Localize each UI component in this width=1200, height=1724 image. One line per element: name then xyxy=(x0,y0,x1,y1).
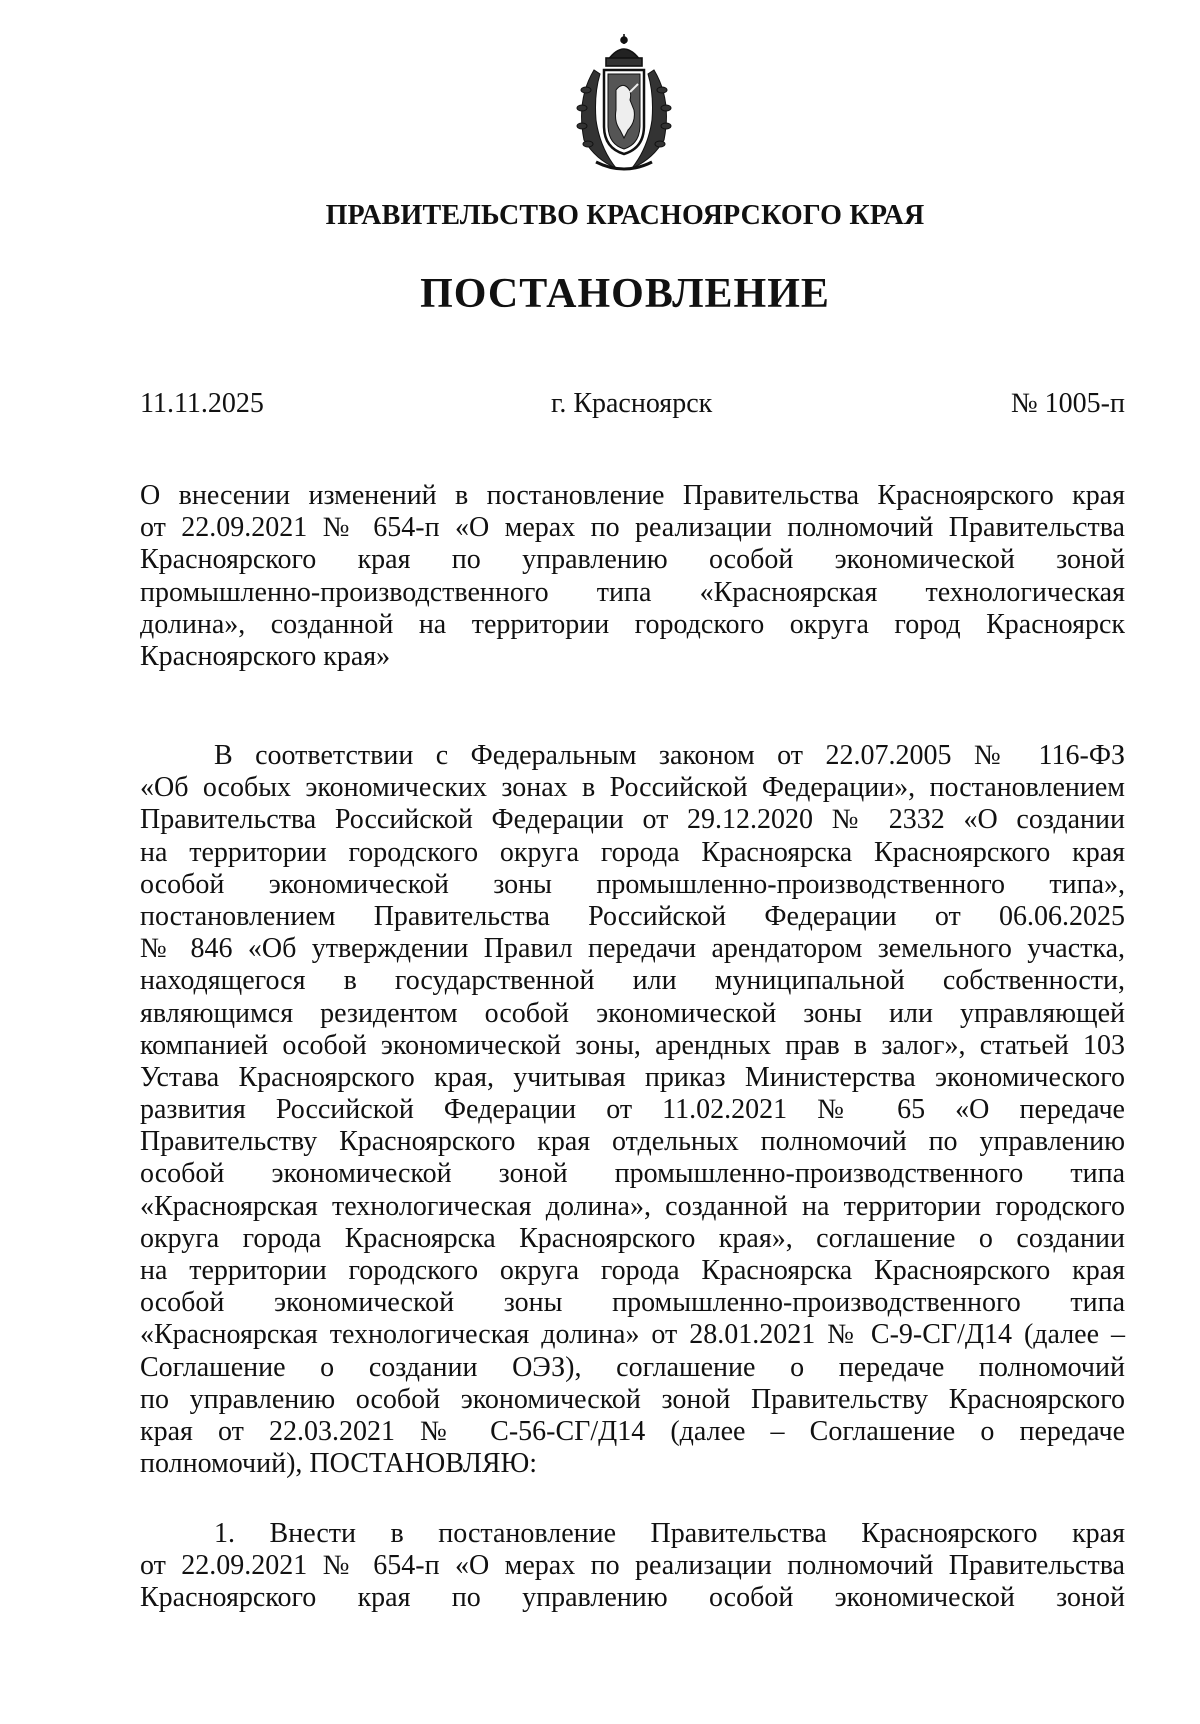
document-meta-row xyxy=(140,388,1125,424)
subject-line: промышленно-производственного типа «Красноярская технологическая xyxy=(140,576,1125,608)
clause-1 xyxy=(140,1518,1125,1615)
body-line: на территории городского округа города Красноярска Красноярского края xyxy=(140,1255,1125,1286)
body-line: компанией особой экономической зоны, арендных прав в залог», статьей 103 xyxy=(140,1029,1125,1061)
document-date: 11.11.2025 xyxy=(140,388,264,419)
body-line: Соглашение о создании ОЭЗ), соглашение о передаче полномочий xyxy=(140,1351,1125,1383)
subject-line: О внесении изменений в постановление Правительства Красноярского края xyxy=(140,480,1125,511)
body-line: развития Российской Федерации от 11.02.2021 № 65 «О передаче xyxy=(140,1094,1125,1126)
krasnoyarsk-coat-of-arms-icon xyxy=(566,30,682,175)
subject-line: Красноярского края» xyxy=(140,640,391,672)
government-title: ПРАВИТЕЛЬСТВО КРАСНОЯРСКОГО КРАЯ xyxy=(325,200,925,231)
body-line: Правительства Российской Федерации от 29.12.2020 № 2332 «О создании xyxy=(140,804,1125,836)
body-line: являющимся резидентом особой экономической зоны или управляющей xyxy=(140,997,1125,1029)
body-line: находящегося в государственной или муниципальной собственности, xyxy=(140,965,1125,997)
document-subject xyxy=(140,480,1125,673)
subject-line: долина», созданной на территории городского округа город Красноярск xyxy=(140,608,1125,640)
clause-line: Красноярского края по управлению особой экономической зоной xyxy=(140,1582,1125,1614)
body-line: В соответствии с Федеральным законом от 22.07.2005 № 116-ФЗ xyxy=(214,740,1125,771)
preamble-paragraph xyxy=(140,740,1125,1480)
clause-line: 1. Внести в постановление Правительства Красноярского края xyxy=(214,1518,1125,1549)
body-line: особой экономической зоной промышленно-производственного типа xyxy=(140,1158,1125,1190)
subject-line: Красноярского края по управлению особой экономической зоной xyxy=(140,544,1125,576)
body-line: особой экономической зоны промышленно-производственного типа xyxy=(140,1287,1125,1319)
clause-line: от 22.09.2021 № 654-п «О мерах по реализации полномочий Правительства xyxy=(140,1550,1125,1582)
body-line: округа города Красноярска Красноярского края», соглашение о создании xyxy=(140,1222,1125,1254)
body-line: по управлению особой экономической зоной Правительству Красноярского xyxy=(140,1383,1125,1415)
body-line: «Об особых экономических зонах в Российской Федерации», постановлением xyxy=(140,772,1125,804)
body-line: Правительству Красноярского края отдельных полномочий по управлению xyxy=(140,1126,1125,1158)
body-line: края от 22.03.2021 № С-56-СГ/Д14 (далее – Соглашение о передаче xyxy=(140,1415,1125,1447)
document-type-title: ПОСТАНОВЛЕНИЕ xyxy=(420,271,830,317)
body-line: постановлением Правительства Российской Федерации от 06.06.2025 xyxy=(140,900,1125,932)
body-line: полномочий), ПОСТАНОВЛЯЮ: xyxy=(140,1448,538,1480)
subject-line: от 22.09.2021 № 654-п «О мерах по реализации полномочий Правительства xyxy=(140,512,1125,544)
body-line: «Красноярская технологическая долина» от 28.01.2021 № С-9-СГ/Д14 (далее – xyxy=(140,1319,1125,1351)
document-number: № 1005-п xyxy=(1010,388,1125,419)
body-line: на территории городского округа города Красноярска Красноярского края xyxy=(140,836,1125,868)
body-line: особой экономической зоны промышленно-производственного типа», xyxy=(140,868,1125,900)
document-city: г. Красноярск xyxy=(551,388,713,419)
body-line: «Красноярская технологическая долина», созданной на территории городского xyxy=(140,1190,1125,1222)
body-line: Устава Красноярского края, учитывая приказ Министерства экономического xyxy=(140,1061,1125,1093)
body-line: № 846 «Об утверждении Правил передачи арендатором земельного участка, xyxy=(140,933,1125,965)
